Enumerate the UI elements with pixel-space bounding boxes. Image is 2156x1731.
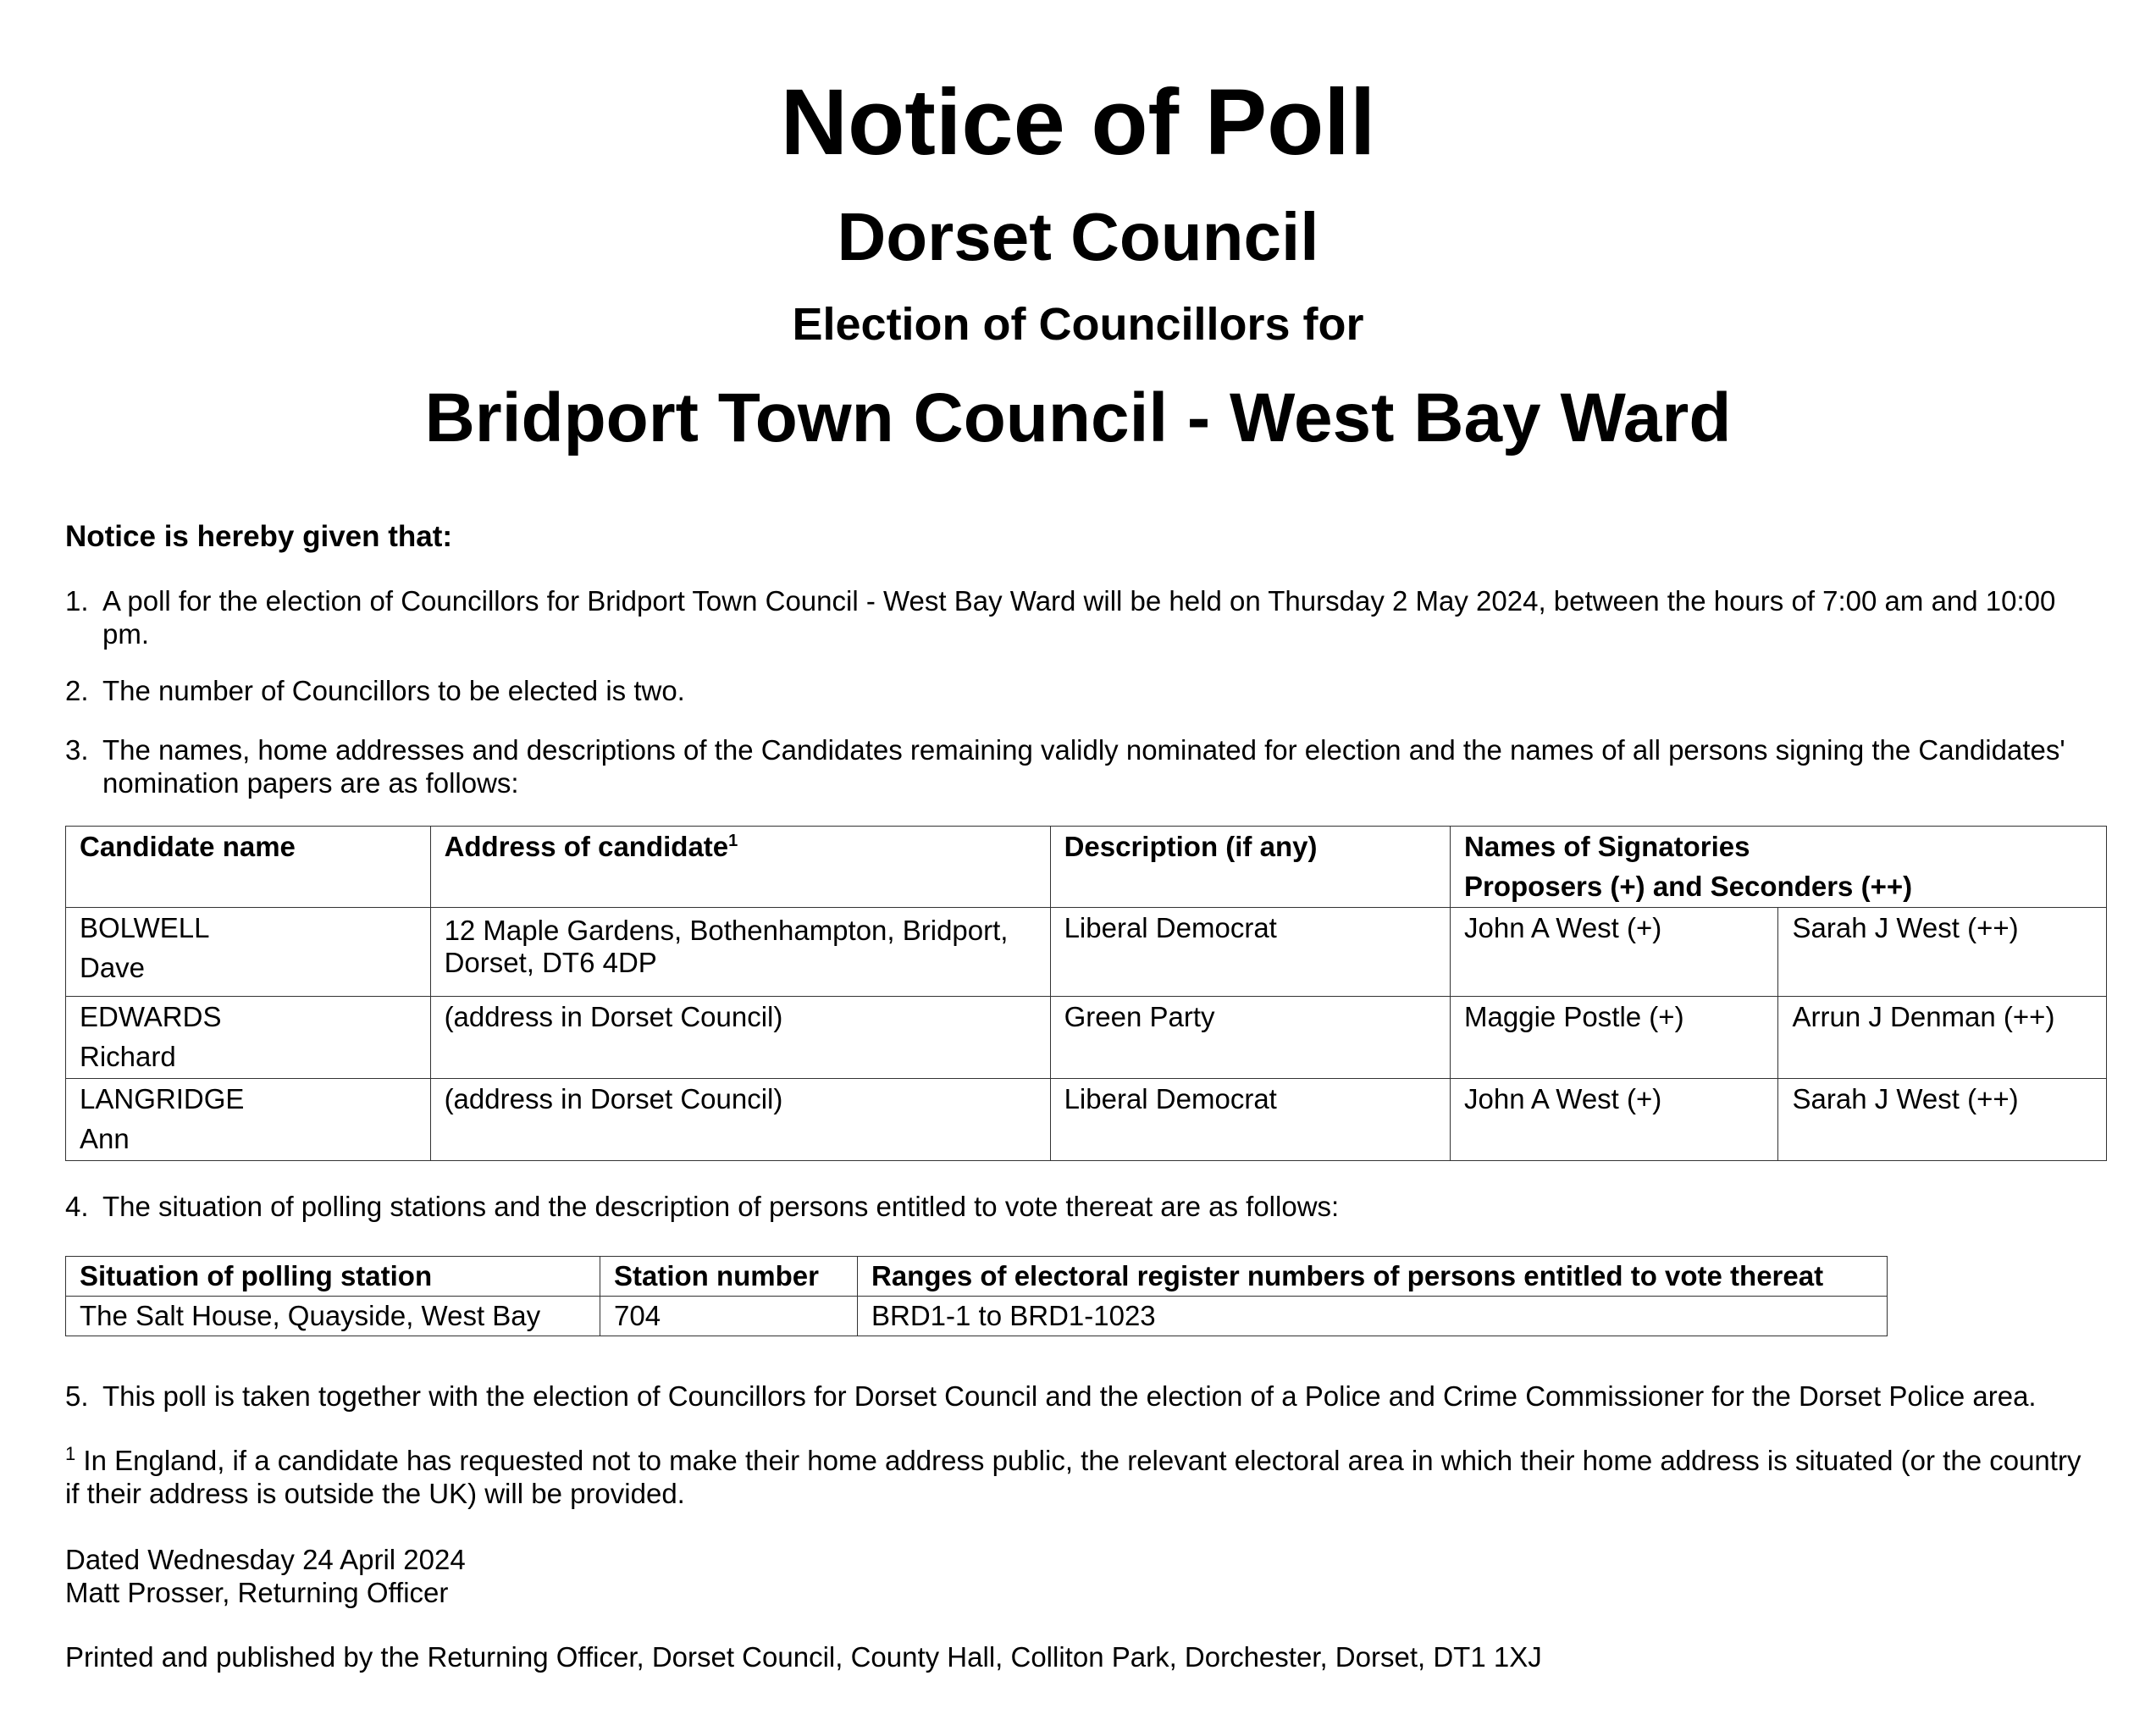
table-header-row: [66, 1257, 1888, 1297]
council-heading: Dorset Council: [837, 199, 1319, 274]
paragraph-text: The names, home addresses and descriptions of the Candidates remaining validly nominated for election and the names of all persons signing the Candidates' nomination papers are as follows:: [102, 734, 2065, 799]
polling-stations-table: [65, 1256, 1888, 1336]
header-situation: Situation of polling station: [66, 1257, 600, 1297]
candidate-name-cell: EDWARDS Richard: [66, 997, 431, 1079]
footnote-mark: 1: [728, 832, 738, 850]
seconder-cell: Arrun J Denman (++): [1778, 997, 2107, 1079]
table-row: [66, 1079, 2107, 1161]
paragraph-text: The situation of polling stations and the description of persons entitled to vote thereat are as follows:: [102, 1191, 1340, 1222]
footnote: [65, 1444, 2098, 1510]
paragraph-1: [65, 584, 2098, 650]
paragraph-number: 4.: [65, 1191, 89, 1222]
candidate-address-cell: 12 Maple Gardens, Bothenhampton, Bridport, Dorset, DT6 4DP: [430, 908, 1050, 997]
proposer-cell: Maggie Postle (+): [1451, 997, 1778, 1079]
date-signature-block: [65, 1543, 466, 1609]
candidate-address-cell: (address in Dorset Council): [430, 1079, 1050, 1161]
paragraph-3: [65, 733, 2098, 799]
footnote-mark: 1: [65, 1443, 76, 1464]
candidate-address-cell: (address in Dorset Council): [430, 997, 1050, 1079]
header-description: Description (if any): [1050, 827, 1450, 908]
header-ranges: Ranges of electoral register numbers of persons entitled to vote thereat: [858, 1257, 1888, 1297]
table-row: [66, 997, 2107, 1079]
ward-heading: Bridport Town Council - West Bay Ward: [424, 379, 1732, 456]
candidate-description-cell: Liberal Democrat: [1050, 908, 1450, 997]
page-title: Notice of Poll: [780, 70, 1376, 174]
dated-line: Dated Wednesday 24 April 2024: [65, 1544, 466, 1575]
proposer-cell: John A West (+): [1451, 908, 1778, 997]
candidate-description-cell: Green Party: [1050, 997, 1450, 1079]
candidate-description-cell: Liberal Democrat: [1050, 1079, 1450, 1161]
proposer-cell: John A West (+): [1451, 1079, 1778, 1161]
candidate-name-cell: BOLWELL Dave: [66, 908, 431, 997]
paragraph-number: 2.: [65, 675, 89, 706]
paragraph-5: [65, 1380, 2098, 1413]
paragraph-2: [65, 674, 2098, 707]
table-row: [66, 908, 2107, 997]
footnote-text: In England, if a candidate has requested not to make their home address public, the relevant electoral area in which their home address is situated (or the country if their address is outside the UK) will be provided.: [65, 1445, 2081, 1509]
paragraph-text: A poll for the election of Councillors for Bridport Town Council - West Bay Ward will be held on Thursday 2 May 2024, between the hours of 7:00 am and 10:00 pm.: [102, 585, 2056, 650]
table-row: [66, 1297, 1888, 1336]
imprint-line: Printed and published by the Returning Officer, Dorset Council, County Hall, Colliton Park, Dorchester, Dorset, DT1 1XJ: [65, 1641, 1542, 1673]
candidates-table: [65, 826, 2107, 1161]
paragraph-number: 5.: [65, 1380, 89, 1412]
header-station-number: Station number: [600, 1257, 858, 1297]
header-signatories: Names of Signatories Proposers (+) and Seconders (++): [1451, 827, 2107, 908]
station-number-cell: 704: [600, 1297, 858, 1336]
paragraph-number: 3.: [65, 734, 89, 766]
returning-officer-line: Matt Prosser, Returning Officer: [65, 1577, 449, 1608]
paragraph-4: [65, 1190, 2098, 1223]
candidate-name-cell: LANGRIDGE Ann: [66, 1079, 431, 1161]
situation-cell: The Salt House, Quayside, West Bay: [66, 1297, 600, 1336]
intro-text: Notice is hereby given that:: [65, 520, 453, 553]
table-header-row: [66, 827, 2107, 908]
seconder-cell: Sarah J West (++): [1778, 1079, 2107, 1161]
header-candidate-name: Candidate name: [66, 827, 431, 908]
paragraph-text: The number of Councillors to be elected is two.: [102, 675, 685, 706]
seconder-cell: Sarah J West (++): [1778, 908, 2107, 997]
election-heading: Election of Councillors for: [792, 299, 1364, 350]
header-address: Address of candidate$^1$: [430, 827, 1050, 908]
ranges-cell: BRD1-1 to BRD1-1023: [858, 1297, 1888, 1336]
paragraph-text: This poll is taken together with the election of Councillors for Dorset Council and the election of a Police and Crime Commissioner for the Dorset Police area.: [102, 1380, 2037, 1412]
paragraph-number: 1.: [65, 585, 89, 617]
